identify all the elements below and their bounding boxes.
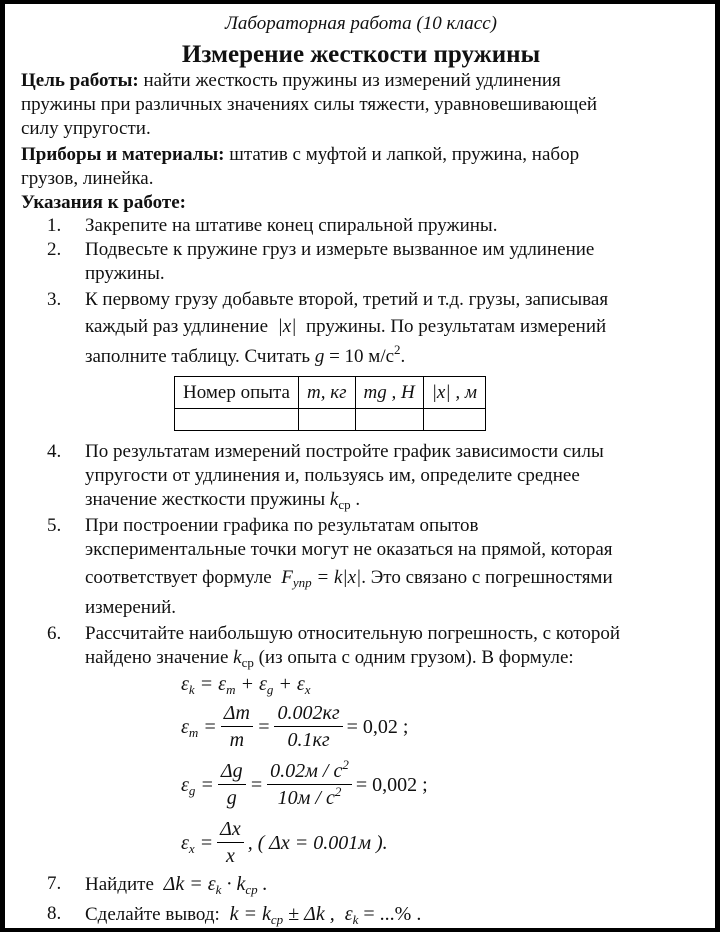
step-2-text-1: Подвесьте к пружине груз и измерьте вызванное им удлинение: [85, 239, 595, 260]
k-avg-symbol: k: [329, 489, 339, 510]
step-4-text-1: По результатам измерений постройте график зависимости силы: [85, 441, 604, 462]
table-cell: [355, 409, 423, 431]
step-3-text-3: заполните таблицу. Считать g = 10 $м/с^2$.: [85, 342, 406, 367]
step-6-text-1: Рассчитайте наибольшую относительную погрешность, с которой: [85, 623, 621, 644]
step-3-text-1: К первому грузу добавьте второй, третий и т.д. грузы, записывая: [85, 289, 609, 310]
goal-line-1: [21, 69, 561, 93]
materials-text-2: грузов, линейка.: [21, 168, 154, 189]
table-header-row: [175, 377, 486, 409]
hooke-formula: $F_{упр} = k|x|$: [276, 567, 362, 590]
table-header-cell: m, кг: [298, 377, 355, 409]
formula-eps-m: $\varepsilon_m$ = $\frac{\Delta m}{m}$ = $\frac{0.002кг}{0.1кг}$ = 0,02 ;: [181, 702, 409, 751]
materials-text-1: штатив с муфтой и лапкой, пружина, набор: [229, 144, 580, 165]
step-5-text-1: При построении графика по результатам опытов: [85, 515, 479, 536]
step-1-number: 1.: [47, 215, 62, 236]
step-6-text-2: найдено значение $k_{ср}$ (из опыта с одним грузом). В формуле:: [85, 647, 574, 670]
step-3-text-2: каждый раз удлинение |x| пружины. По результатам измерений: [85, 316, 607, 337]
delta-k-formula: $\Delta k = \varepsilon_k \cdot k_{ср}$ .: [158, 873, 268, 897]
goal-text-3: силу упругости.: [21, 118, 151, 139]
measurements-table: [174, 376, 486, 431]
conclusion-formula: $k = k_{ср} \pm \Delta k$ , $\varepsilon_k$ = ...% .: [224, 903, 422, 927]
instructions-label: Указания к работе:: [21, 192, 186, 213]
step-1-text: Закрепите на штативе конец спиральной пружины.: [85, 215, 498, 236]
step-7-text: Найдите $\Delta k = \varepsilon_k \cdot k_{ср}$ .: [85, 873, 268, 897]
step-4-number: 4.: [47, 441, 62, 462]
step-8-number: 8.: [47, 903, 62, 924]
step-5-text-4: измерений.: [85, 597, 177, 618]
table-cell: [298, 409, 355, 431]
lab-subtitle: Лабораторная работа (10 класс): [225, 13, 497, 34]
document-page: [4, 3, 716, 929]
goal-text-1: найти жесткость пружины из измерений удлинения: [143, 70, 561, 91]
formula-eps-g: $\varepsilon_g$ = $\frac{\Delta g}{g}$ = $\frac{0.02м / с^2}{10м / с^2}$ = 0,002 ;: [181, 757, 428, 809]
step-6-number: 6.: [47, 623, 62, 644]
step-2-number: 2.: [47, 239, 62, 260]
table-header-cell: |x| , м: [423, 377, 485, 409]
table-header-cell: mg , Н: [355, 377, 423, 409]
step-5-text-3: соответствует формуле $F_{упр} = k|x|$. Это связано с погрешностями: [85, 567, 613, 590]
materials-line-1: [21, 143, 579, 167]
formula-eps-k: $\varepsilon_k = \varepsilon_m + \varepsilon_g + \varepsilon_x$: [181, 673, 311, 697]
g-symbol: g: [314, 346, 325, 367]
table-row: [175, 409, 486, 431]
step-2-text-2: пружины.: [85, 263, 165, 284]
step-3-number: 3.: [47, 289, 62, 310]
formula-eps-x: $\varepsilon_x$ = $\frac{\Delta x}{x}$ , ( Δx = 0.001м ).: [181, 818, 388, 867]
goal-text-2: пружины при различных значениях силы тяжести, уравновешивающей: [21, 94, 598, 115]
materials-label: Приборы и материалы:: [21, 144, 225, 165]
page-title: Измерение жесткости пружины: [181, 41, 541, 68]
step-7-number: 7.: [47, 873, 62, 894]
step-4-text-2: упругости от удлинения и, пользуясь им, определите среднее: [85, 465, 580, 486]
table-cell: [423, 409, 485, 431]
step-5-number: 5.: [47, 515, 62, 536]
table-cell: [175, 409, 299, 431]
goal-label: Цель работы:: [21, 70, 139, 91]
step-8-text: Сделайте вывод: $k = k_{ср} \pm \Delta k$ , $\varepsilon_k$ = ...% .: [85, 903, 422, 927]
abs-x-formula: |x|: [272, 316, 302, 337]
table-header-cell: Номер опыта: [175, 377, 299, 409]
step-5-text-2: экспериментальные точки могут не оказаться на прямой, которая: [85, 539, 613, 560]
step-4-text-3: значение жесткости пружины $k_{ср}$ .: [85, 489, 361, 512]
